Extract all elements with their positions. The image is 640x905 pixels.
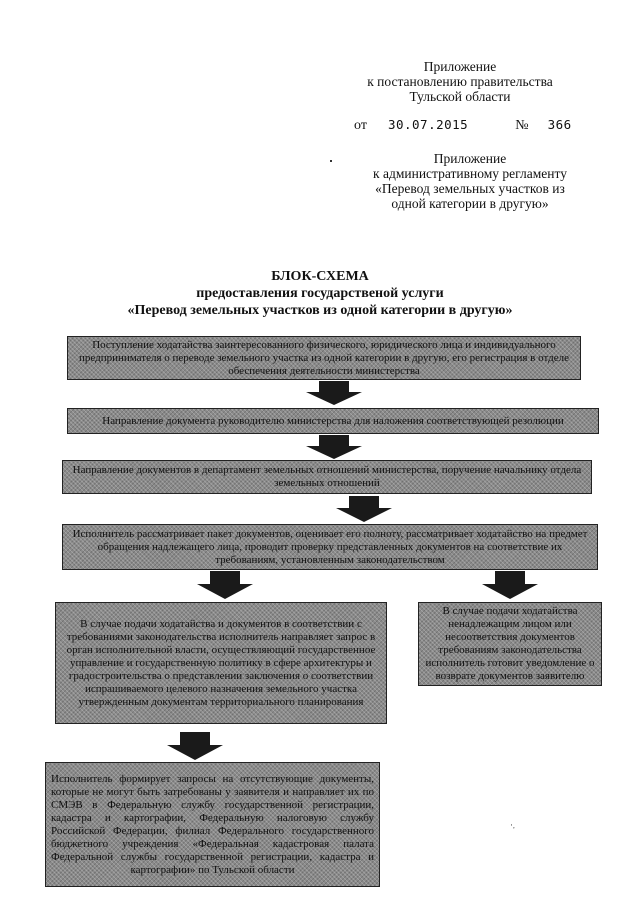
flowchart-title bbox=[80, 268, 560, 319]
flow-step-interagency-requests bbox=[45, 762, 380, 887]
flow-step-return-notice bbox=[418, 602, 602, 686]
flow-step-request-conclusion-text: В случае подачи ходатайства и документов в соответствии с требованиями законодательства исполнитель направляет запрос в орган исполнительной власти, осуществляющий государственное управление и государственную политику в сфере архитектуры и градостроительства о представлении заключения о соответствии испрашиваемого целевого назначения земельного участка утвержденным документам территориального планирования bbox=[66, 617, 376, 708]
appendix2-service-line2: одной категории в другую» bbox=[391, 196, 549, 211]
flow-step-interagency-requests-text: Исполнитель формирует запросы на отсутствующие документы, которые не могут быть затребованы у заявителя и направляет их по СМЭВ в Федеральную службу государственной регистрации, кадастра и картографии, Федеральную налоговую службу Российской Федерации, филиал Федерального государственного бюджетного учреждения «Федеральная кадастровая палата Федеральной службы государственной регистрации, кадастра и картографии» по Тульской области bbox=[51, 772, 374, 876]
flow-step-return-notice-text: В случае подачи ходатайства ненадлежащим лицом или несоответствия документов требованиям законодательства исполнитель готовит уведомление о возврате документов заявителю bbox=[425, 605, 595, 682]
appendix-region: Тульской области bbox=[409, 89, 511, 104]
resolution-date-number bbox=[354, 117, 572, 134]
appendix2-service-line1: «Перевод земельных участков из bbox=[375, 181, 565, 196]
appendix-label: Приложение bbox=[423, 59, 497, 74]
appendix-to-resolution: к постановлению правительства bbox=[367, 74, 553, 89]
flow-step-review bbox=[62, 524, 598, 570]
flow-step-request-conclusion bbox=[55, 602, 387, 724]
title-line1: БЛОК-СХЕМА bbox=[271, 269, 369, 284]
title-line3: «Перевод земельных участков из одной категории в другую» bbox=[127, 303, 513, 318]
appendix2-label: Приложение bbox=[433, 151, 507, 166]
title-line2: предоставления государственой услуги bbox=[196, 286, 444, 301]
resolution-number: 366 bbox=[547, 117, 572, 132]
scan-speck bbox=[330, 160, 332, 162]
arrow-down-icon bbox=[334, 496, 394, 522]
flow-step-review-text: Исполнитель рассматривает пакет документов, оценивает его полноту, рассматривает ходатайство на предмет обращения надлежащего лица, проводит проверку представленных документов на соответствие их требованиям, установленным законодательством bbox=[72, 527, 588, 566]
arrow-down-icon bbox=[195, 571, 255, 599]
appendix-resolution-header bbox=[330, 59, 590, 104]
flow-step-to-minister bbox=[67, 408, 599, 434]
flow-step-receipt bbox=[67, 336, 581, 380]
flow-step-to-department bbox=[62, 460, 592, 494]
resolution-date: 30.07.2015 bbox=[387, 117, 469, 132]
date-prefix: от bbox=[354, 118, 367, 133]
flow-step-receipt-text: Поступление ходатайства заинтересованного физического, юридического лица и индивидуального предпринимателя о переводе земельного участка из одной категории в другую, его регистрация в отделе обеспечения деятельности министерства bbox=[79, 338, 569, 377]
arrow-down-icon bbox=[480, 571, 540, 599]
arrow-down-icon bbox=[165, 732, 225, 760]
appendix-regulation-header bbox=[340, 151, 600, 211]
appendix2-to-regulation: к административному регламенту bbox=[373, 166, 567, 181]
flow-step-to-minister-text: Направление документа руководителю министерства для наложения соответствующей резолюции bbox=[102, 414, 564, 427]
flow-step-to-department-text: Направление документов в департамент земельных отношений министерства, поручение начальнику отдела земельных отношений bbox=[72, 464, 582, 489]
number-prefix: № bbox=[515, 118, 529, 133]
arrow-down-icon bbox=[304, 435, 364, 459]
scan-mark: ·, bbox=[510, 820, 515, 830]
arrow-down-icon bbox=[304, 381, 364, 405]
